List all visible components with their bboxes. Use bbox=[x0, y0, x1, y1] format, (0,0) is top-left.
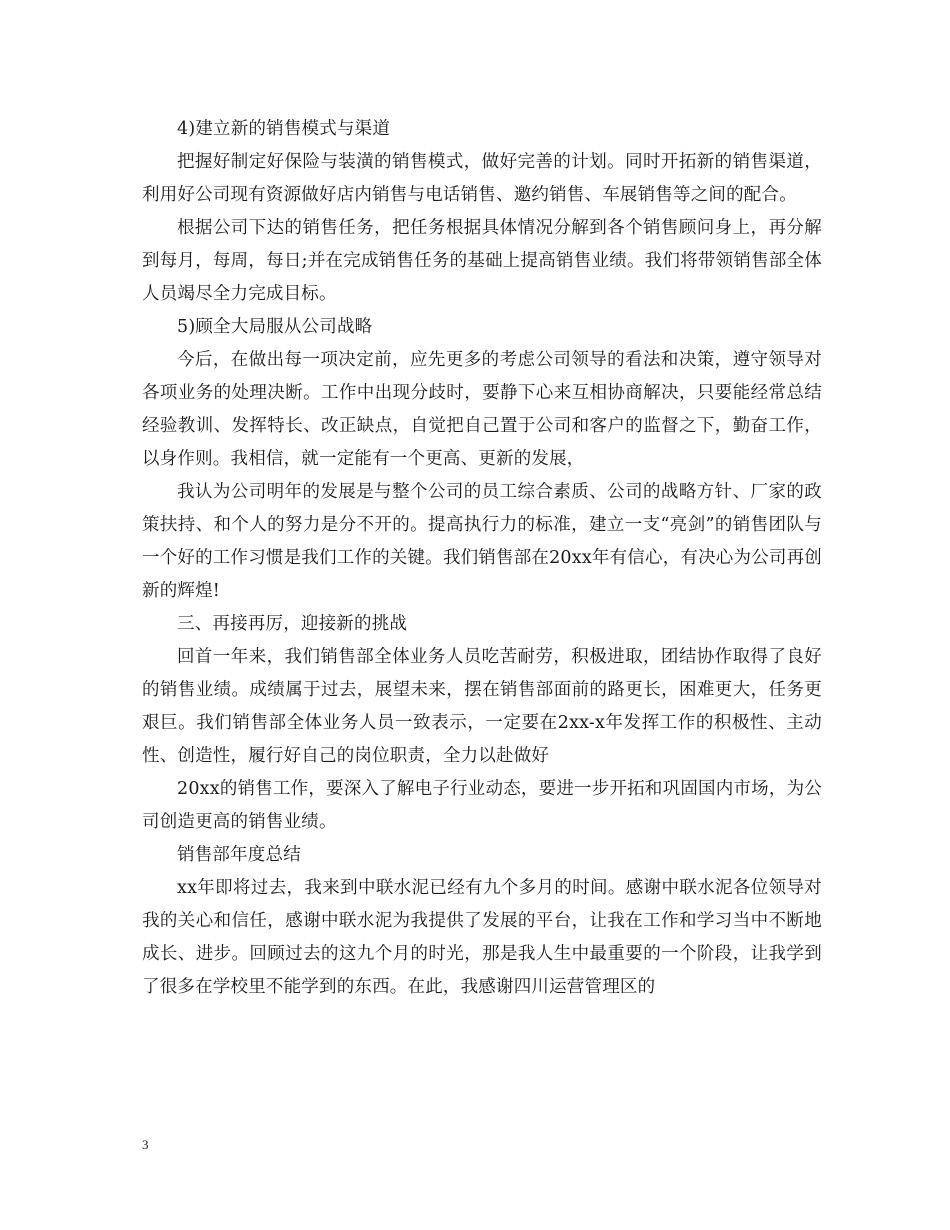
heading-company-strategy: 5)顾全大局服从公司战略 bbox=[177, 317, 373, 337]
paragraph-sales-work: 20xx的销售工作，要深入了解电子行业动态，要进一步开拓和巩固国内市场，为公司创造更高的销售业绩。 bbox=[142, 779, 822, 832]
paragraph-development: 我认为公司明年的发展是与整个公司的员工综合素质、公司的战略方针、厂家的政策扶持、和个人的努力是分不开的。提高执行力的标准，建立一支“亮剑”的销售团队与一个好的工作习惯是我们工作的关键。我们销售部在20xx年有信心，有决心为公司再创新的辉煌! bbox=[142, 482, 823, 601]
page-number: 3 bbox=[142, 1137, 149, 1152]
paragraph-summary-intro: xx年即将过去，我来到中联水泥已经有九个多月的时间。感谢中联水泥各位领导对我的关心和信任，感谢中联水泥为我提供了发展的平台，让我在工作和学习当中不断地成长、进步。回顾过去的这九个月的时光，那是我人生中最重要的一个阶段，让我学到了很多在学校里不能学到的东西。在此，我感谢四川运营管理区的 bbox=[142, 878, 822, 997]
heading-sales-model: 4)建立新的销售模式与渠道 bbox=[177, 119, 391, 139]
paragraph-sales-model: 把握好制定好保险与装潢的销售模式，做好完善的计划。同时开拓新的销售渠道，利用好公司现有资源做好店内销售与电话销售、邀约销售、车展销售等之间的配合。 bbox=[142, 152, 822, 205]
heading-new-challenges: 三、再接再厉，迎接新的挑战 bbox=[177, 614, 408, 634]
paragraph-sales-tasks: 根据公司下达的销售任务，把任务根据具体情况分解到各个销售顾问身上，再分解到每月，每周，每日;并在完成销售任务的基础上提高销售业绩。我们将带领销售部全体人员竭尽全力完成目标。 bbox=[142, 218, 822, 304]
heading-annual-summary: 销售部年度总结 bbox=[177, 845, 301, 865]
document-body bbox=[142, 113, 822, 1004]
paragraph-review: 回首一年来，我们销售部全体业务人员吃苦耐劳，积极进取，团结协作取得了良好的销售业绩。成绩属于过去，展望未来，摆在销售部面前的路更长，困难更大，任务更艰巨。我们销售部全体业务人员一致表示，一定要在2xx-x年发挥工作的积极性、主动性、创造性，履行好自己的岗位职责，全力以赴做好 bbox=[142, 647, 822, 766]
paragraph-decisions: 今后，在做出每一项决定前，应先更多的考虑公司领导的看法和决策，遵守领导对各项业务的处理决断。工作中出现分歧时，要静下心来互相协商解决，只要能经常总结经验教训、发挥特长、改正缺点，自觉把自己置于公司和客户的监督之下，勤奋工作，以身作则。我相信，就一定能有一个更高、更新的发展， bbox=[142, 350, 822, 469]
